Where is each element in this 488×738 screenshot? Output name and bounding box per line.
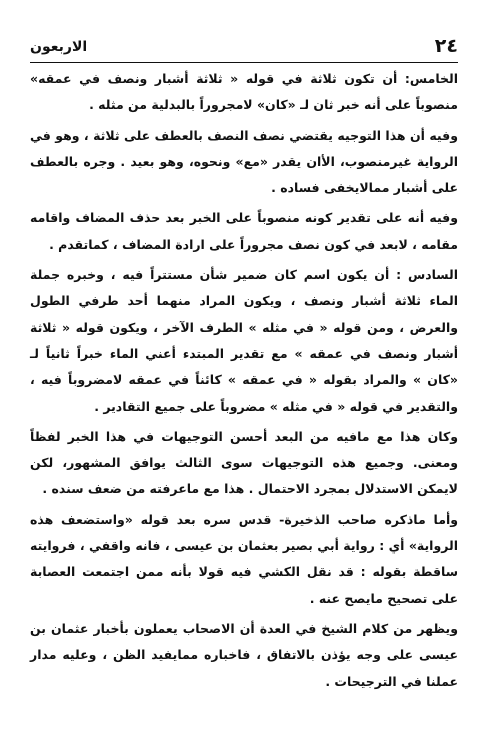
page-body (30, 66, 458, 699)
paragraph-objection-1: وفيه أن هذا التوجيه يقتضي نصف النصف بالعطف على ثلاثة ، وهو في الرواية غيرمنصوب، الأان يقدر «مع» ونحوه، وهو بعيد . وجره بالعطف على أشبار ممالايخفى فساده . (30, 127, 458, 196)
paragraph-objection-2: وفيه أنه على تقدير كونه منصوباً على الخبر بعد حذف المضاف واقامه مقامه ، لابعد في كون نصف مجروراً على ارادة المضاف ، كماتقدم . (30, 210, 458, 252)
header-rule (30, 62, 458, 63)
page-number: ٢٤ (434, 35, 458, 57)
paragraph-dhakhira: وأما ماذكره صاحب الذخيرة- قدس سره بعد قوله «واستضعف هذه الرواية» أي : رواية أبي بصير بعثمان بن عيسى ، فانه واقفي ، فروايته ساقطة بقوله : قد نقل الكشي فيه قولا بأنه ممن اجتمعت العصابة على تصحيح مايصح عنه . (30, 511, 458, 606)
running-title: الاربعون (30, 39, 88, 55)
paragraph-fifth-case: الخامس: أن تكون ثلاثة في قوله « ثلاثة أشبار ونصف في عمقه» منصوباً على أنه خبر ثان لـ «كان» لامجروراً بالبدلية من مثله . (30, 71, 458, 113)
paragraph-evaluation: وكان هذا مع مافيه من البعد أحسن التوجيهات في هذا الخبر لفظاً ومعنى. وجميع هذه التوجيهات سوى الثالث يوافق المشهور، لكن لايمكن الاستدلال بمجرد الاحتمال . هذا مع ماعرفته من ضعف سنده . (30, 428, 458, 497)
paragraph-sixth-case: السادس : أن يكون اسم كان ضمير شأن مستتراً فيه ، وخبره جملة الماء ثلاثة أشبار ونصف ، ويكون المراد منهما أحد طرفي الطول والعرض ، ومن قوله « في مثله » الطرف الآخر ، ويكون قوله « ثلاثة أشبار ونصف في عمقه » مع تقدير المبتدء أعني الماء خبراً ثانياً لـ «كان » والمراد بقوله « في عمقه » كائناً في عمقه لامضروباً فيه ، والتقدير في قوله « في مثله » مضروباً على جميع التقادير . (30, 267, 458, 414)
paragraph-sheikh-udda: ويظهر من كلام الشيخ في العدة أن الاصحاب يعملون بأخبار عثمان بن عيسى على وجه يؤذن بالاتفاق ، فاخباره ممايفيد الظن ، وعليه مدار عملنا في الترجيحات . (30, 620, 458, 689)
page-header (30, 34, 458, 60)
